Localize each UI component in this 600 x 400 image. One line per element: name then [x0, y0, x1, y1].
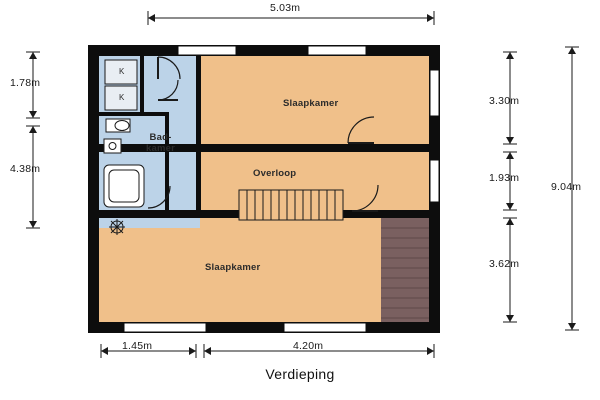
window-bottom-right: [284, 323, 366, 332]
toilet-icon: [106, 119, 130, 132]
page-title: Verdieping: [265, 366, 335, 382]
left-dim-lower-label: 4.38m: [10, 163, 41, 175]
right-dim-3-label: 3.62m: [489, 258, 520, 270]
staircase: [239, 190, 343, 220]
window-bottom-left: [124, 323, 206, 332]
kitchen-unit-1-label: K: [119, 67, 125, 76]
room-label-overloop: Overloop: [253, 168, 297, 179]
window-top-right: [308, 46, 366, 55]
sink-icon: [104, 139, 121, 153]
bottom-dim-left-label: 1.45m: [122, 340, 153, 352]
left-dim-upper-label: 1.78m: [10, 77, 41, 89]
window-right-lower: [430, 160, 439, 202]
bathtub-icon: [104, 165, 144, 207]
window-right-upper: [430, 70, 439, 116]
bottom-dim-right-label: 4.20m: [293, 340, 324, 352]
room-label-badkamer: [146, 132, 175, 154]
slaapkamer-bottom-fill: [99, 218, 429, 322]
right-dim-2-label: 1.93m: [489, 172, 520, 184]
kitchen-unit-2-label: K: [119, 93, 125, 102]
balcony-fill: [381, 218, 429, 322]
room-label-slaapkamer-top: Slaapkamer: [283, 98, 339, 109]
window-top-left: [178, 46, 236, 55]
badkamer-label-line1: Bad-: [149, 132, 172, 143]
right-dim-1-label: 3.30m: [489, 95, 520, 107]
room-label-slaapkamer-bottom: Slaapkamer: [205, 262, 261, 273]
right-outer-dim-label: 9.04m: [551, 181, 582, 193]
room-fills-group: [99, 56, 429, 322]
badkamer-label-line2: kamer: [146, 143, 175, 154]
utility-icon: [109, 219, 125, 235]
top-dimension-label: 5.03m: [270, 2, 301, 14]
